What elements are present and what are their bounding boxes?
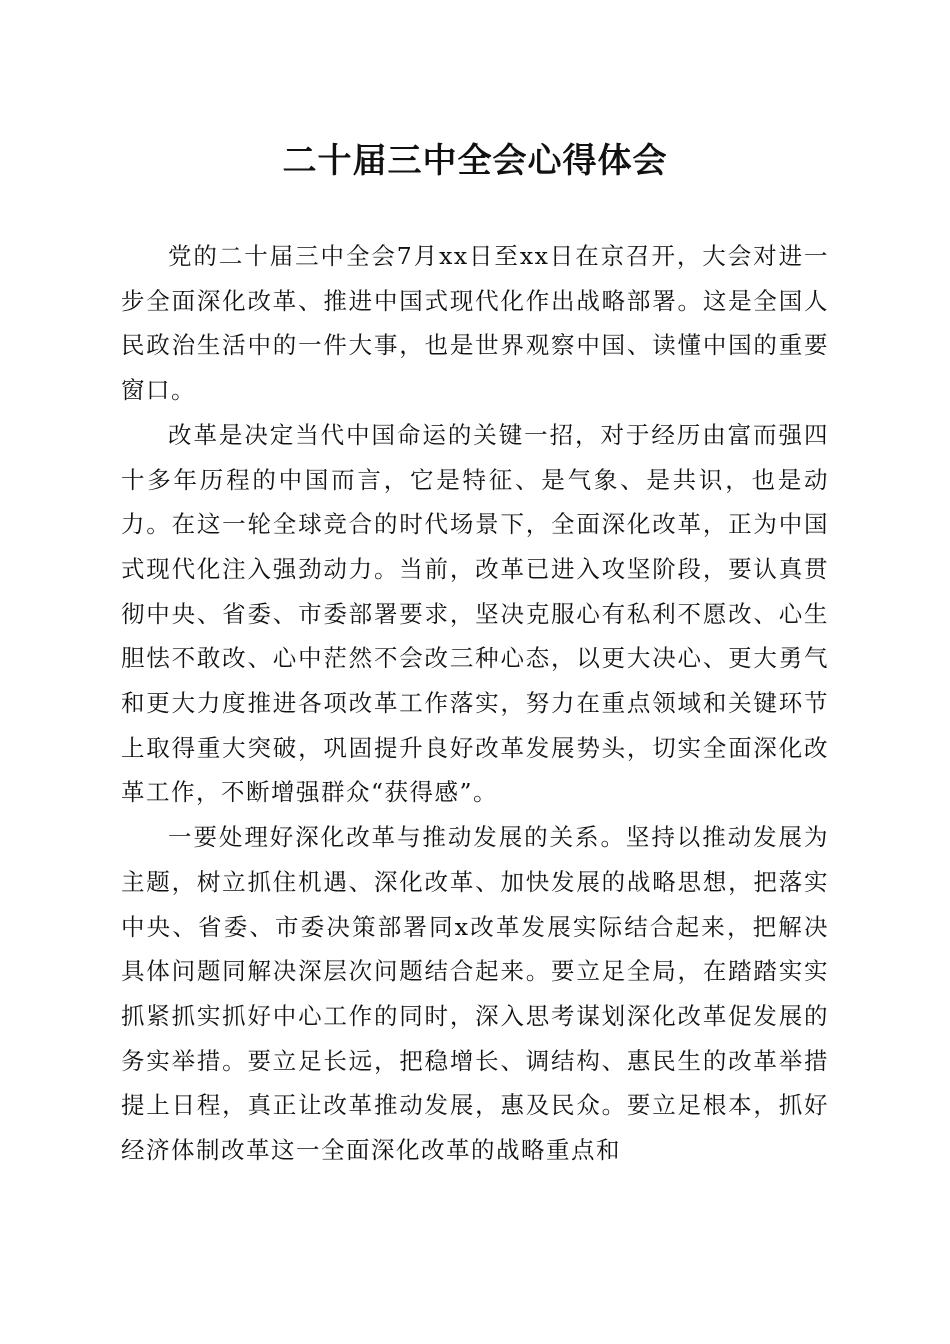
- paragraph-3: 一要处理好深化改革与推动发展的关系。坚持以推动发展为主题，树立抓住机遇、深化改革、加快发展的战略思想，把落实中央、省委、市委决策部署同x改革发展实际结合起来，把解决具体问题同解决深层次问题结合起来。要立足全局，在踏踏实实抓紧抓实抓好中心工作的同时，深入思考谋划深化改革促发展的务实举措。要立足长远，把稳增长、调结构、惠民生的改革举措提上日程，真正让改革推动发展，惠及民众。要立足根本，抓好经济体制改革这一全面深化改革的战略重点和: [121, 823, 829, 1165]
- paragraph-2: 改革是决定当代中国命运的关键一招，对于经历由富而强四十多年历程的中国而言，它是特征、是气象、是共识，也是动力。在这一轮全球竞合的时代场景下，全面深化改革，正为中国式现代化注入强劲动力。当前，改革已进入攻坚阶段，要认真贯彻中央、省委、市委部署要求，坚决克服心有私利不愿改、心生胆怯不敢改、心中茫然不会改三种心态，以更大决心、更大勇气和更大力度推进各项改革工作落实，努力在重点领域和关键环节上取得重大突破，巩固提升良好改革发展势头，切实全面深化改革工作，不断增强群众“获得感”。: [121, 420, 829, 807]
- document-title: 二十届三中全会心得体会: [282, 141, 668, 181]
- paragraph-1: 党的二十届三中全会7月xx日至xx日在京召开，大会对进一步全面深化改革、推进中国式现代化作出战略部署。这是全国人民政治生活中的一件大事，也是世界观察中国、读懂中国的重要窗口。: [121, 242, 829, 405]
- document-body: [121, 234, 829, 1173]
